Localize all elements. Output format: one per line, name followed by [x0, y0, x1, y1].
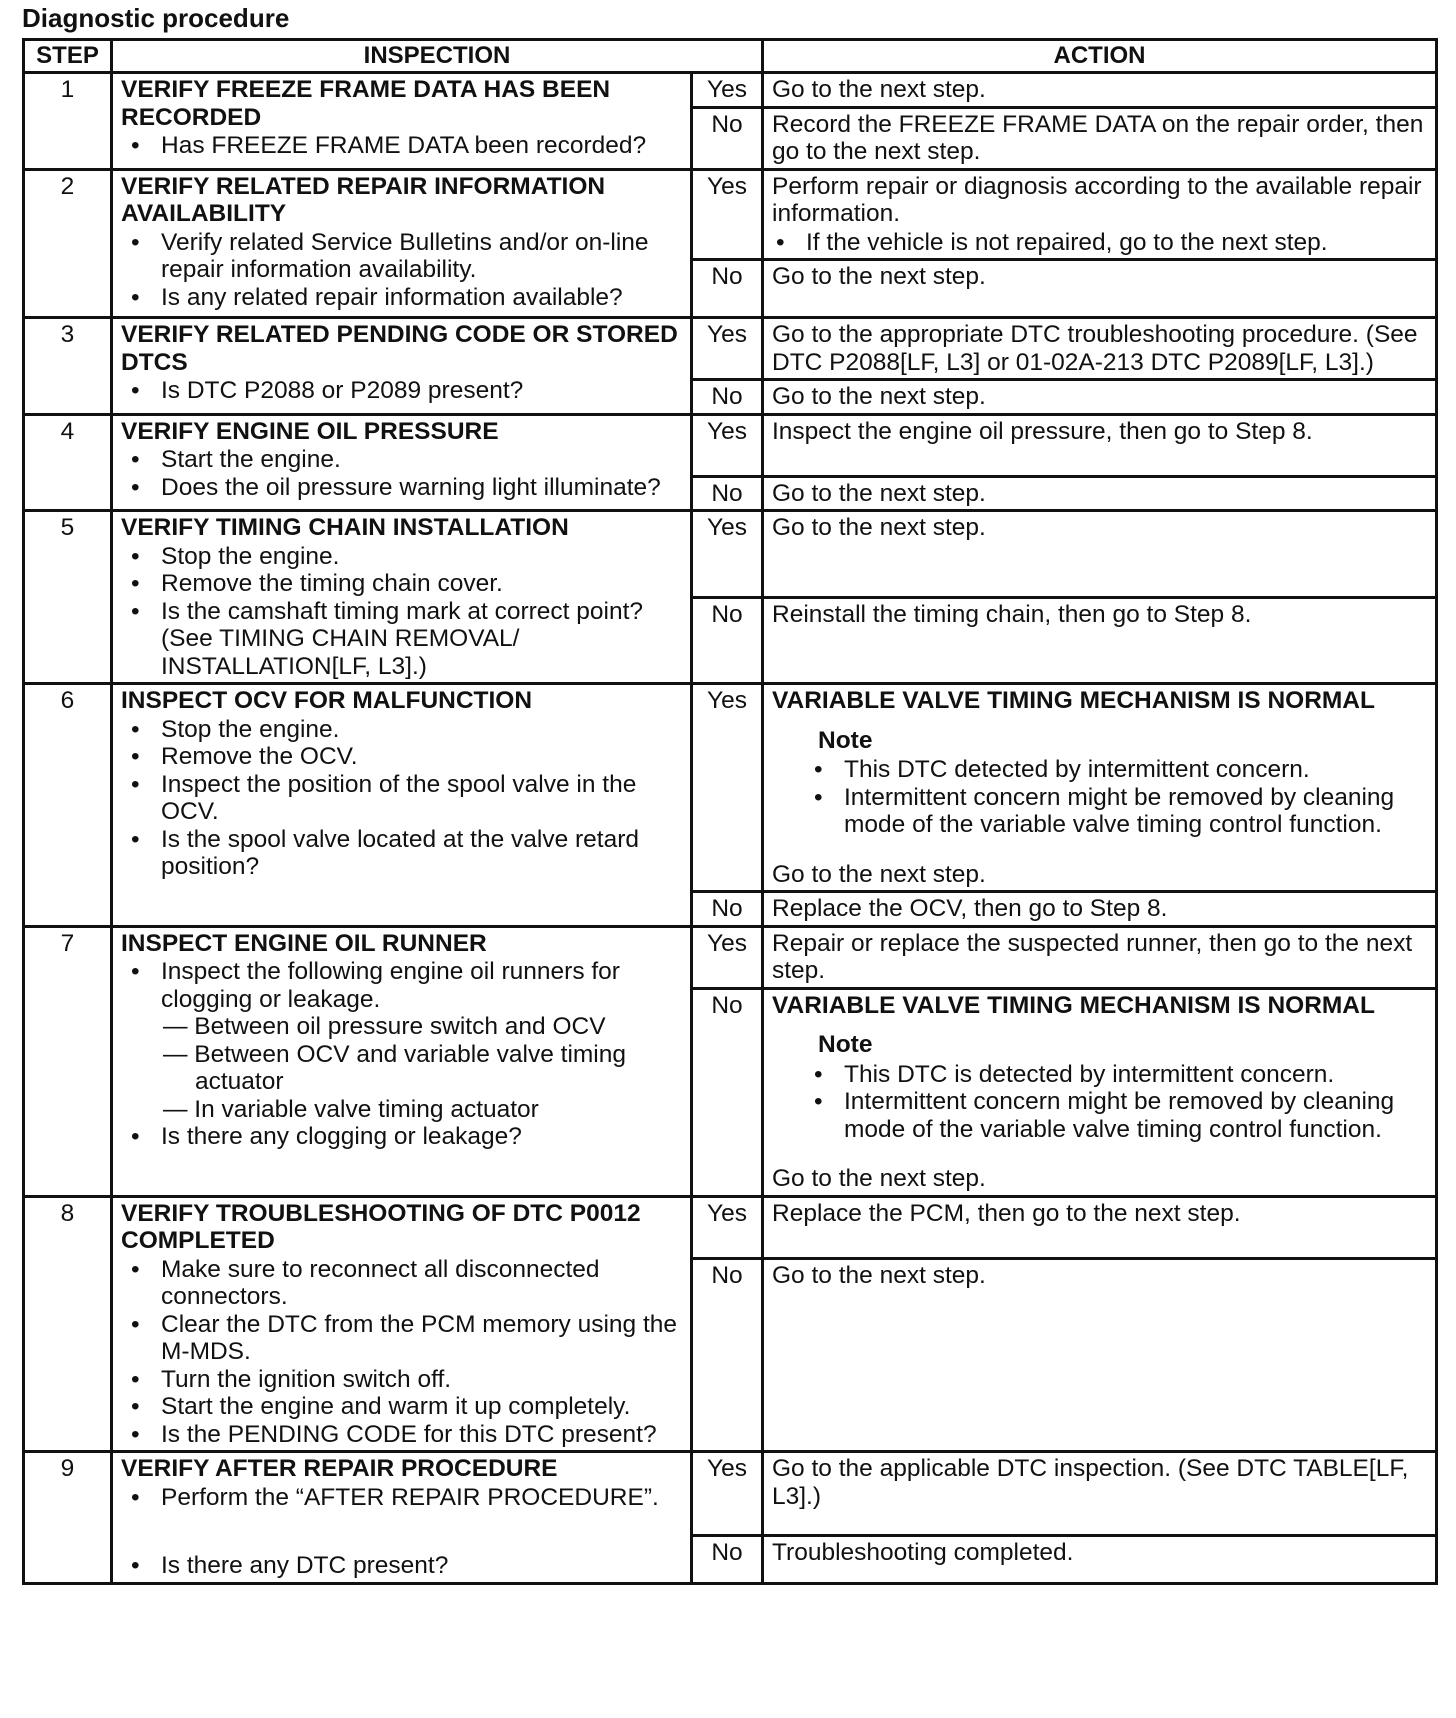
note-item: • Intermittent concern might be removed by cleaning mode of the variable valve timing control function. — [844, 1088, 1427, 1143]
step-number: 8 — [24, 1196, 112, 1452]
yes-label: Yes — [692, 318, 763, 380]
yes-action: Perform repair or diagnosis according to the available repair information. — [772, 172, 1422, 227]
inspection-item: • Make sure to reconnect all disconnected connectors. — [161, 1256, 682, 1311]
yes-label: Yes — [692, 169, 763, 260]
no-action: Go to the next step. — [763, 260, 1437, 318]
no-label: No — [692, 476, 763, 511]
no-label: No — [692, 597, 763, 684]
yes-action: Repair or replace the suspected runner, then go to the next step. — [763, 926, 1437, 988]
header-row — [24, 40, 1437, 73]
note-item: • This DTC is detected by intermittent concern. — [844, 1061, 1427, 1089]
no-label: No — [692, 892, 763, 927]
yes-label: Yes — [692, 414, 763, 476]
step-number: 3 — [24, 318, 112, 415]
inspection-item: • Stop the engine. — [161, 716, 682, 744]
no-action: Record the FREEZE FRAME DATA on the repair order, then go to the next step. — [763, 107, 1437, 169]
inspection-item: • Inspect the position of the spool valve in the OCV. — [161, 771, 682, 826]
header-action: ACTION — [763, 40, 1437, 73]
inspection-cell — [112, 318, 692, 415]
inspection-title: INSPECT OCV FOR MALFUNCTION — [121, 687, 533, 714]
yes-label: Yes — [692, 1196, 763, 1258]
yes-action: Go to the next step. — [763, 73, 1437, 108]
inspection-item: • Is the spool valve located at the valve retard position? — [161, 826, 682, 881]
yes-action: Go to the applicable DTC inspection. (See DTC TABLE[LF, L3].) — [763, 1452, 1437, 1536]
inspection-item: • Does the oil pressure warning light illuminate? — [161, 474, 682, 502]
inspection-title: VERIFY RELATED REPAIR INFORMATION AVAILABILITY — [121, 172, 606, 227]
inspection-item: • Clear the DTC from the PCM memory using the M-MDS. — [161, 1311, 682, 1366]
step-number: 7 — [24, 926, 112, 1196]
inspection-item: • Is there any DTC present? — [161, 1552, 682, 1580]
yes-action: Inspect the engine oil pressure, then go to Step 8. — [763, 414, 1437, 476]
no-label: No — [692, 260, 763, 318]
no-label: No — [692, 1258, 763, 1452]
no-label: No — [692, 1536, 763, 1583]
yes-action-title: VARIABLE VALVE TIMING MECHANISM IS NORMAL — [772, 687, 1375, 714]
yes-label: Yes — [692, 684, 763, 892]
no-action: Replace the OCV, then go to Step 8. — [763, 892, 1437, 927]
inspection-cell — [112, 73, 692, 170]
yes-action-cell — [763, 684, 1437, 892]
no-label: No — [692, 380, 763, 415]
yes-action: Go to the next step. — [763, 511, 1437, 598]
inspection-item: • Is DTC P2088 or P2089 present? — [161, 377, 682, 405]
no-action: Go to the next step. — [763, 1258, 1437, 1452]
yes-action-cell — [763, 169, 1437, 260]
page-title: Diagnostic procedure — [22, 3, 290, 33]
header-inspection: INSPECTION — [112, 40, 763, 73]
inspection-item: • Is the PENDING CODE for this DTC present? — [161, 1421, 682, 1449]
inspection-cell — [112, 684, 692, 927]
table-row — [24, 414, 1437, 476]
inspection-item-text: Inspect the following engine oil runners for clogging or leakage. — [161, 958, 620, 1013]
inspection-item: • Turn the ignition switch off. — [161, 1366, 682, 1394]
inspection-cell — [112, 511, 692, 684]
inspection-title: INSPECT ENGINE OIL RUNNER — [121, 929, 487, 957]
yes-label: Yes — [692, 73, 763, 108]
inspection-item: • Is the camshaft timing mark at correct point? (See TIMING CHAIN REMOVAL/ INSTALLATION[LF, L3].) — [161, 598, 682, 681]
inspection-item: • Is there any clogging or leakage? — [161, 1123, 682, 1151]
table-row — [24, 169, 1437, 260]
table-row — [24, 318, 1437, 380]
inspection-item: • Perform the “AFTER REPAIR PROCEDURE”. — [161, 1484, 682, 1512]
inspection-item: • Remove the OCV. — [161, 743, 682, 771]
table-row — [24, 511, 1437, 598]
no-action: Reinstall the timing chain, then go to Step 8. — [763, 597, 1437, 684]
table-row — [24, 1452, 1437, 1536]
step-number: 1 — [24, 73, 112, 170]
no-action: Go to the next step. — [763, 476, 1437, 511]
step-number: 4 — [24, 414, 112, 511]
table-row — [24, 926, 1437, 988]
inspection-cell — [112, 926, 692, 1196]
step-number: 6 — [24, 684, 112, 927]
inspection-item: • Stop the engine. — [161, 543, 682, 571]
no-action: Go to the next step. — [763, 380, 1437, 415]
no-action: Troubleshooting completed. — [763, 1536, 1437, 1583]
note-item: • This DTC detected by intermittent concern. — [844, 756, 1427, 784]
inspection-cell — [112, 1196, 692, 1452]
no-action-after: Go to the next step. — [772, 1165, 986, 1192]
inspection-cell — [112, 414, 692, 511]
inspection-title: VERIFY TROUBLESHOOTING OF DTC P0012 COMPLETED — [121, 1199, 641, 1254]
spacer — [121, 1511, 682, 1551]
inspection-title: VERIFY TIMING CHAIN INSTALLATION — [121, 514, 569, 541]
inspection-cell — [112, 1452, 692, 1584]
inspection-title: VERIFY FREEZE FRAME DATA HAS BEEN RECORDED — [121, 76, 611, 131]
no-label: No — [692, 107, 763, 169]
inspection-title: VERIFY ENGINE OIL PRESSURE — [121, 417, 499, 445]
step-number: 2 — [24, 169, 112, 318]
header-step: STEP — [24, 40, 112, 73]
yes-action-after: Go to the next step. — [772, 860, 986, 888]
dash-item: — In variable valve timing actuator — [163, 1095, 539, 1123]
note-item: • Intermittent concern might be removed by cleaning mode of the variable valve timing control function. — [844, 784, 1427, 839]
inspection-cell — [112, 169, 692, 318]
diagnostic-table — [22, 38, 1438, 1585]
inspection-item — [161, 958, 682, 1123]
step-number: 5 — [24, 511, 112, 684]
inspection-title: VERIFY RELATED PENDING CODE OR STORED DTCS — [121, 321, 678, 376]
inspection-title: VERIFY AFTER REPAIR PROCEDURE — [121, 1455, 558, 1482]
table-row — [24, 684, 1437, 892]
inspection-item: • Has FREEZE FRAME DATA been recorded? — [161, 132, 682, 160]
note-heading: Note — [818, 1031, 873, 1058]
inspection-item: • Verify related Service Bulletins and/or on-line repair information availability. — [161, 229, 682, 284]
no-action-cell — [763, 988, 1437, 1196]
inspection-item: • Start the engine and warm it up completely. — [161, 1393, 682, 1421]
table-row — [24, 1196, 1437, 1258]
yes-label: Yes — [692, 926, 763, 988]
yes-action: Replace the PCM, then go to the next step. — [763, 1196, 1437, 1258]
inspection-item: • Is any related repair information available? — [161, 284, 682, 312]
yes-label: Yes — [692, 511, 763, 598]
table-row — [24, 73, 1437, 108]
dash-item: — Between oil pressure switch and OCV — [163, 1013, 606, 1040]
inspection-item: • Start the engine. — [161, 446, 682, 474]
no-label: No — [692, 988, 763, 1196]
step-number: 9 — [24, 1452, 112, 1584]
note-heading: Note — [818, 726, 873, 754]
yes-action-bullet: • If the vehicle is not repaired, go to the next step. — [806, 229, 1427, 257]
no-action-title: VARIABLE VALVE TIMING MECHANISM IS NORMAL — [772, 991, 1375, 1019]
yes-label: Yes — [692, 1452, 763, 1536]
dash-item: — Between OCV and variable valve timing actuator — [163, 1040, 626, 1095]
yes-action: Go to the appropriate DTC troubleshooting procedure. (See DTC P2088[LF, L3] or 01-02A-213 DTC P2089[LF, L3].) — [763, 318, 1437, 380]
inspection-item: • Remove the timing chain cover. — [161, 570, 682, 598]
